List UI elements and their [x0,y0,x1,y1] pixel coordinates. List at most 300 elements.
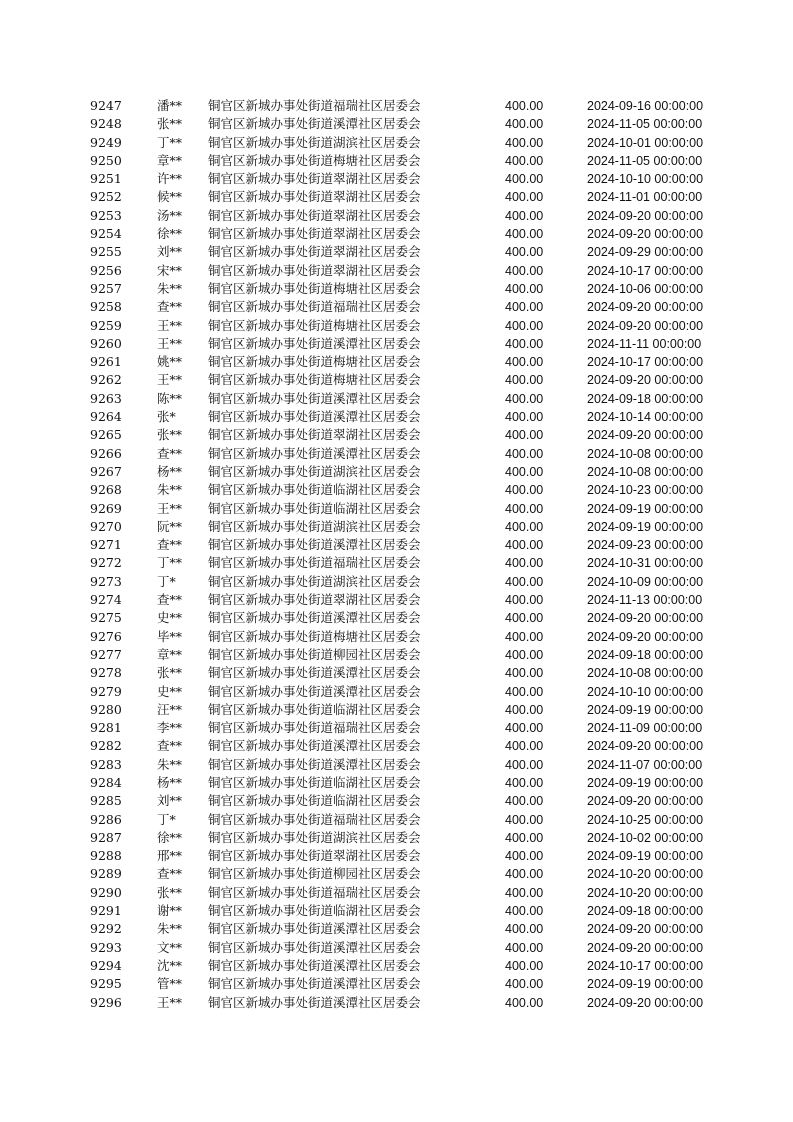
row-number: 9251 [90,171,122,187]
community-name: 铜官区新城办事处街道溪潭社区居委会 [208,116,421,132]
table-row [0,207,793,225]
row-number: 9273 [90,573,122,589]
payment-date: 2024-10-01 00:00:00 [587,135,704,150]
row-number: 9289 [90,866,122,882]
community-name: 铜官区新城办事处街道湖滨社区居委会 [208,829,421,845]
table-row [0,865,793,883]
payment-date: 2024-10-10 00:00:00 [587,172,704,187]
recipient-name: 章** [157,646,183,662]
amount: 400.00 [505,885,544,900]
recipient-name: 陈** [157,390,183,406]
payment-date: 2024-10-08 00:00:00 [587,464,704,479]
recipient-name: 王** [157,994,183,1010]
amount: 400.00 [505,794,544,809]
community-name: 铜官区新城办事处街道翠湖社区居委会 [208,262,421,278]
recipient-name: 管** [157,976,183,992]
amount: 400.00 [505,977,544,992]
row-number: 9261 [90,354,122,370]
table-row [0,280,793,298]
community-name: 铜官区新城办事处街道溪潭社区居委会 [208,335,421,351]
community-name: 铜官区新城办事处街道福瑞社区居委会 [208,299,421,315]
amount: 400.00 [505,904,544,919]
amount: 400.00 [505,611,544,626]
recipient-name: 张* [157,409,176,425]
row-number: 9291 [90,903,122,919]
payment-date: 2024-10-08 00:00:00 [587,446,704,461]
payment-date: 2024-09-20 00:00:00 [587,428,704,443]
row-number: 9281 [90,720,122,736]
community-name: 铜官区新城办事处街道福瑞社区居委会 [208,720,421,736]
amount: 400.00 [505,318,544,333]
table-row [0,536,793,554]
row-number: 9287 [90,829,122,845]
payment-date: 2024-09-19 00:00:00 [587,849,704,864]
payment-date: 2024-09-20 00:00:00 [587,373,704,388]
table-row [0,939,793,957]
payment-date: 2024-10-31 00:00:00 [587,556,704,571]
table-row [0,847,793,865]
payment-date: 2024-09-18 00:00:00 [587,391,704,406]
payment-date: 2024-11-05 00:00:00 [587,117,703,132]
row-number: 9250 [90,152,122,168]
table-row [0,902,793,920]
table-row [0,317,793,335]
amount: 400.00 [505,684,544,699]
table-row [0,701,793,719]
row-number: 9256 [90,262,122,278]
recipient-name: 朱** [157,280,183,296]
payment-date: 2024-09-20 00:00:00 [587,611,704,626]
row-number: 9268 [90,482,122,498]
recipient-name: 杨** [157,774,183,790]
row-number: 9274 [90,592,122,608]
row-number: 9270 [90,518,122,534]
row-number: 9264 [90,409,122,425]
table-row [0,591,793,609]
row-number: 9292 [90,921,122,937]
payment-date: 2024-11-09 00:00:00 [587,721,703,736]
row-number: 9266 [90,445,122,461]
community-name: 铜官区新城办事处街道溪潭社区居委会 [208,994,421,1010]
amount: 400.00 [505,373,544,388]
community-name: 铜官区新城办事处街道溪潭社区居委会 [208,445,421,461]
amount: 400.00 [505,428,544,443]
recipient-name: 邢** [157,848,183,864]
recipient-name: 宋** [157,262,183,278]
amount: 400.00 [505,391,544,406]
table-row [0,371,793,389]
payment-date: 2024-09-19 00:00:00 [587,702,704,717]
row-number: 9258 [90,299,122,315]
recipient-name: 查** [157,299,183,315]
amount: 400.00 [505,867,544,882]
community-name: 铜官区新城办事处街道柳园社区居委会 [208,646,421,662]
payment-date: 2024-09-20 00:00:00 [587,318,704,333]
table-row [0,994,793,1012]
amount: 400.00 [505,410,544,425]
row-number: 9253 [90,207,122,223]
table-row [0,774,793,792]
recipient-name: 姚** [157,354,183,370]
recipient-name: 刘** [157,244,183,260]
community-name: 铜官区新城办事处街道柳园社区居委会 [208,866,421,882]
recipient-name: 王** [157,317,183,333]
community-name: 铜官区新城办事处街道福瑞社区居委会 [208,811,421,827]
recipient-name: 张** [157,116,183,132]
amount: 400.00 [505,593,544,608]
payment-date: 2024-10-06 00:00:00 [587,281,704,296]
row-number: 9296 [90,994,122,1010]
payment-date: 2024-11-07 00:00:00 [587,757,703,772]
amount: 400.00 [505,263,544,278]
community-name: 铜官区新城办事处街道翠湖社区居委会 [208,244,421,260]
amount: 400.00 [505,227,544,242]
table-row [0,683,793,701]
recipient-name: 丁** [157,555,183,571]
amount: 400.00 [505,519,544,534]
recipient-name: 朱** [157,482,183,498]
payment-date: 2024-09-29 00:00:00 [587,245,704,260]
table-row [0,390,793,408]
payment-date: 2024-10-10 00:00:00 [587,684,704,699]
recipient-name: 潘** [157,98,183,113]
amount: 400.00 [505,117,544,132]
community-name: 铜官区新城办事处街道福瑞社区居委会 [208,98,421,113]
row-number: 9285 [90,793,122,809]
row-number: 9280 [90,701,122,717]
table-row [0,811,793,829]
payment-date: 2024-10-20 00:00:00 [587,885,704,900]
table-row [0,554,793,572]
row-number: 9293 [90,939,122,955]
amount: 400.00 [505,172,544,187]
recipient-name: 张** [157,884,183,900]
amount: 400.00 [505,739,544,754]
table-row [0,573,793,591]
row-number: 9254 [90,226,122,242]
row-number: 9282 [90,738,122,754]
row-number: 9295 [90,976,122,992]
community-name: 铜官区新城办事处街道溪潭社区居委会 [208,537,421,553]
recipient-name: 王** [157,372,183,388]
row-number: 9290 [90,884,122,900]
row-number: 9262 [90,372,122,388]
community-name: 铜官区新城办事处街道福瑞社区居委会 [208,884,421,900]
payment-date: 2024-09-19 00:00:00 [587,519,704,534]
community-name: 铜官区新城办事处街道翠湖社区居委会 [208,427,421,443]
recipient-name: 查** [157,592,183,608]
recipient-name: 谢** [157,903,183,919]
recipient-name: 徐** [157,226,183,242]
recipient-name: 丁* [157,573,176,589]
payment-date: 2024-10-02 00:00:00 [587,830,704,845]
community-name: 铜官区新城办事处街道临湖社区居委会 [208,701,421,717]
table-row [0,737,793,755]
row-number: 9260 [90,335,122,351]
amount: 400.00 [505,574,544,589]
payment-date: 2024-09-20 00:00:00 [587,922,704,937]
payment-date: 2024-10-17 00:00:00 [587,958,704,973]
table-row [0,609,793,627]
community-name: 铜官区新城办事处街道溪潭社区居委会 [208,957,421,973]
community-name: 铜官区新城办事处街道溪潭社区居委会 [208,921,421,937]
row-number: 9263 [90,390,122,406]
community-name: 铜官区新城办事处街道临湖社区居委会 [208,774,421,790]
recipient-name: 许** [157,171,183,187]
community-name: 铜官区新城办事处街道临湖社区居委会 [208,500,421,516]
payment-date: 2024-09-20 00:00:00 [587,629,704,644]
table-row [0,134,793,152]
payment-date: 2024-09-20 00:00:00 [587,739,704,754]
amount: 400.00 [505,446,544,461]
row-number: 9277 [90,646,122,662]
row-number: 9267 [90,463,122,479]
payment-date: 2024-09-23 00:00:00 [587,538,704,553]
table-row [0,445,793,463]
row-number: 9269 [90,500,122,516]
row-number: 9286 [90,811,122,827]
community-name: 铜官区新城办事处街道翠湖社区居委会 [208,848,421,864]
payment-date: 2024-10-08 00:00:00 [587,666,704,681]
amount: 400.00 [505,538,544,553]
recipient-name: 文** [157,939,183,955]
recipient-name: 徐** [157,829,183,845]
payment-date: 2024-09-19 00:00:00 [587,977,704,992]
payment-date: 2024-09-19 00:00:00 [587,775,704,790]
table-row [0,152,793,170]
amount: 400.00 [505,647,544,662]
payment-date: 2024-09-20 00:00:00 [587,227,704,242]
community-name: 铜官区新城办事处街道临湖社区居委会 [208,793,421,809]
payment-date: 2024-09-19 00:00:00 [587,501,704,516]
community-name: 铜官区新城办事处街道翠湖社区居委会 [208,171,421,187]
table-row [0,408,793,426]
payment-date: 2024-10-25 00:00:00 [587,812,704,827]
amount: 400.00 [505,153,544,168]
recipient-name: 毕** [157,628,183,644]
table-row [0,463,793,481]
community-name: 铜官区新城办事处街道溪潭社区居委会 [208,976,421,992]
community-name: 铜官区新城办事处街道临湖社区居委会 [208,903,421,919]
payment-date: 2024-09-16 00:00:00 [587,99,704,113]
row-number: 9272 [90,555,122,571]
amount: 400.00 [505,757,544,772]
table-row [0,97,793,115]
community-name: 铜官区新城办事处街道溪潭社区居委会 [208,939,421,955]
amount: 400.00 [505,281,544,296]
row-number: 9276 [90,628,122,644]
recipient-name: 章** [157,152,183,168]
community-name: 铜官区新城办事处街道溪潭社区居委会 [208,390,421,406]
community-name: 铜官区新城办事处街道梅塘社区居委会 [208,152,421,168]
payment-date: 2024-09-18 00:00:00 [587,647,704,662]
table-row [0,426,793,444]
table-row [0,353,793,371]
community-name: 铜官区新城办事处街道溪潭社区居委会 [208,409,421,425]
payment-date: 2024-09-20 00:00:00 [587,794,704,809]
table-row [0,115,793,133]
table-row [0,262,793,280]
recipient-name: 查** [157,738,183,754]
payment-date: 2024-11-11 00:00:00 [587,336,702,351]
community-name: 铜官区新城办事处街道梅塘社区居委会 [208,317,421,333]
table-row [0,298,793,316]
recipient-name: 查** [157,537,183,553]
row-number: 9271 [90,537,122,553]
amount: 400.00 [505,245,544,260]
recipient-name: 刘** [157,793,183,809]
amount: 400.00 [505,849,544,864]
amount: 400.00 [505,629,544,644]
row-number: 9283 [90,756,122,772]
recipient-name: 丁* [157,811,176,827]
payment-date: 2024-09-20 00:00:00 [587,208,704,223]
payment-date: 2024-10-23 00:00:00 [587,483,704,498]
community-name: 铜官区新城办事处街道翠湖社区居委会 [208,189,421,205]
table-row [0,646,793,664]
table-row [0,664,793,682]
amount: 400.00 [505,483,544,498]
amount: 400.00 [505,355,544,370]
payment-date: 2024-09-18 00:00:00 [587,904,704,919]
table-row [0,829,793,847]
community-name: 铜官区新城办事处街道翠湖社区居委会 [208,226,421,242]
payment-date: 2024-10-09 00:00:00 [587,574,704,589]
amount: 400.00 [505,135,544,150]
row-number: 9278 [90,665,122,681]
table-row [0,335,793,353]
payment-date: 2024-11-13 00:00:00 [587,593,703,608]
payment-date: 2024-10-14 00:00:00 [587,410,704,425]
recipient-name: 史** [157,683,183,699]
amount: 400.00 [505,556,544,571]
recipient-name: 汤** [157,207,183,223]
table-row [0,719,793,737]
recipient-name: 张** [157,665,183,681]
row-number: 9279 [90,683,122,699]
recipient-name: 沈** [157,957,183,973]
recipient-name: 丁** [157,134,183,150]
amount: 400.00 [505,501,544,516]
community-name: 铜官区新城办事处街道梅塘社区居委会 [208,280,421,296]
community-name: 铜官区新城办事处街道溪潭社区居委会 [208,756,421,772]
table-row [0,756,793,774]
payment-date: 2024-11-05 00:00:00 [587,153,703,168]
data-table [0,97,793,1012]
row-number: 9275 [90,610,122,626]
amount: 400.00 [505,464,544,479]
row-number: 9257 [90,280,122,296]
amount: 400.00 [505,775,544,790]
amount: 400.00 [505,99,544,113]
amount: 400.00 [505,922,544,937]
community-name: 铜官区新城办事处街道溪潭社区居委会 [208,610,421,626]
row-number: 9248 [90,116,122,132]
table-row [0,500,793,518]
community-name: 铜官区新城办事处街道湖滨社区居委会 [208,573,421,589]
row-number: 9288 [90,848,122,864]
payment-date: 2024-09-20 00:00:00 [587,995,704,1010]
recipient-name: 杨** [157,463,183,479]
table-row [0,957,793,975]
amount: 400.00 [505,940,544,955]
amount: 400.00 [505,208,544,223]
table-row [0,628,793,646]
recipient-name: 王** [157,335,183,351]
recipient-name: 史** [157,610,183,626]
recipient-name: 王** [157,500,183,516]
amount: 400.00 [505,958,544,973]
row-number: 9249 [90,134,122,150]
community-name: 铜官区新城办事处街道梅塘社区居委会 [208,372,421,388]
community-name: 铜官区新城办事处街道梅塘社区居委会 [208,628,421,644]
community-name: 铜官区新城办事处街道溪潭社区居委会 [208,738,421,754]
payment-date: 2024-09-20 00:00:00 [587,940,704,955]
table-row [0,170,793,188]
recipient-name: 朱** [157,921,183,937]
recipient-name: 李** [157,720,183,736]
recipient-name: 汪** [157,701,183,717]
row-number: 9255 [90,244,122,260]
recipient-name: 张** [157,427,183,443]
amount: 400.00 [505,336,544,351]
community-name: 铜官区新城办事处街道湖滨社区居委会 [208,518,421,534]
amount: 400.00 [505,666,544,681]
table-row [0,188,793,206]
table-row [0,243,793,261]
payment-date: 2024-11-01 00:00:00 [587,190,703,205]
recipient-name: 查** [157,866,183,882]
row-number: 9265 [90,427,122,443]
community-name: 铜官区新城办事处街道溪潭社区居委会 [208,665,421,681]
table-row [0,518,793,536]
payment-date: 2024-10-17 00:00:00 [587,355,704,370]
community-name: 铜官区新城办事处街道翠湖社区居委会 [208,207,421,223]
community-name: 铜官区新城办事处街道湖滨社区居委会 [208,134,421,150]
payment-date: 2024-10-20 00:00:00 [587,867,704,882]
recipient-name: 查** [157,445,183,461]
community-name: 铜官区新城办事处街道福瑞社区居委会 [208,555,421,571]
community-name: 铜官区新城办事处街道翠湖社区居委会 [208,592,421,608]
table-row [0,920,793,938]
row-number: 9252 [90,189,122,205]
amount: 400.00 [505,830,544,845]
amount: 400.00 [505,995,544,1010]
table-row [0,225,793,243]
amount: 400.00 [505,702,544,717]
payment-date: 2024-10-17 00:00:00 [587,263,704,278]
community-name: 铜官区新城办事处街道湖滨社区居委会 [208,463,421,479]
community-name: 铜官区新城办事处街道溪潭社区居委会 [208,683,421,699]
recipient-name: 朱** [157,756,183,772]
table-row [0,792,793,810]
amount: 400.00 [505,721,544,736]
row-number: 9247 [90,98,122,113]
amount: 400.00 [505,812,544,827]
community-name: 铜官区新城办事处街道临湖社区居委会 [208,482,421,498]
row-number: 9259 [90,317,122,333]
row-number: 9284 [90,774,122,790]
recipient-name: 候** [157,189,183,205]
amount: 400.00 [505,190,544,205]
payment-date: 2024-09-20 00:00:00 [587,300,704,315]
recipient-name: 阮** [157,518,183,534]
table-row [0,884,793,902]
table-row [0,481,793,499]
community-name: 铜官区新城办事处街道梅塘社区居委会 [208,354,421,370]
row-number: 9294 [90,957,122,973]
table-row [0,975,793,993]
